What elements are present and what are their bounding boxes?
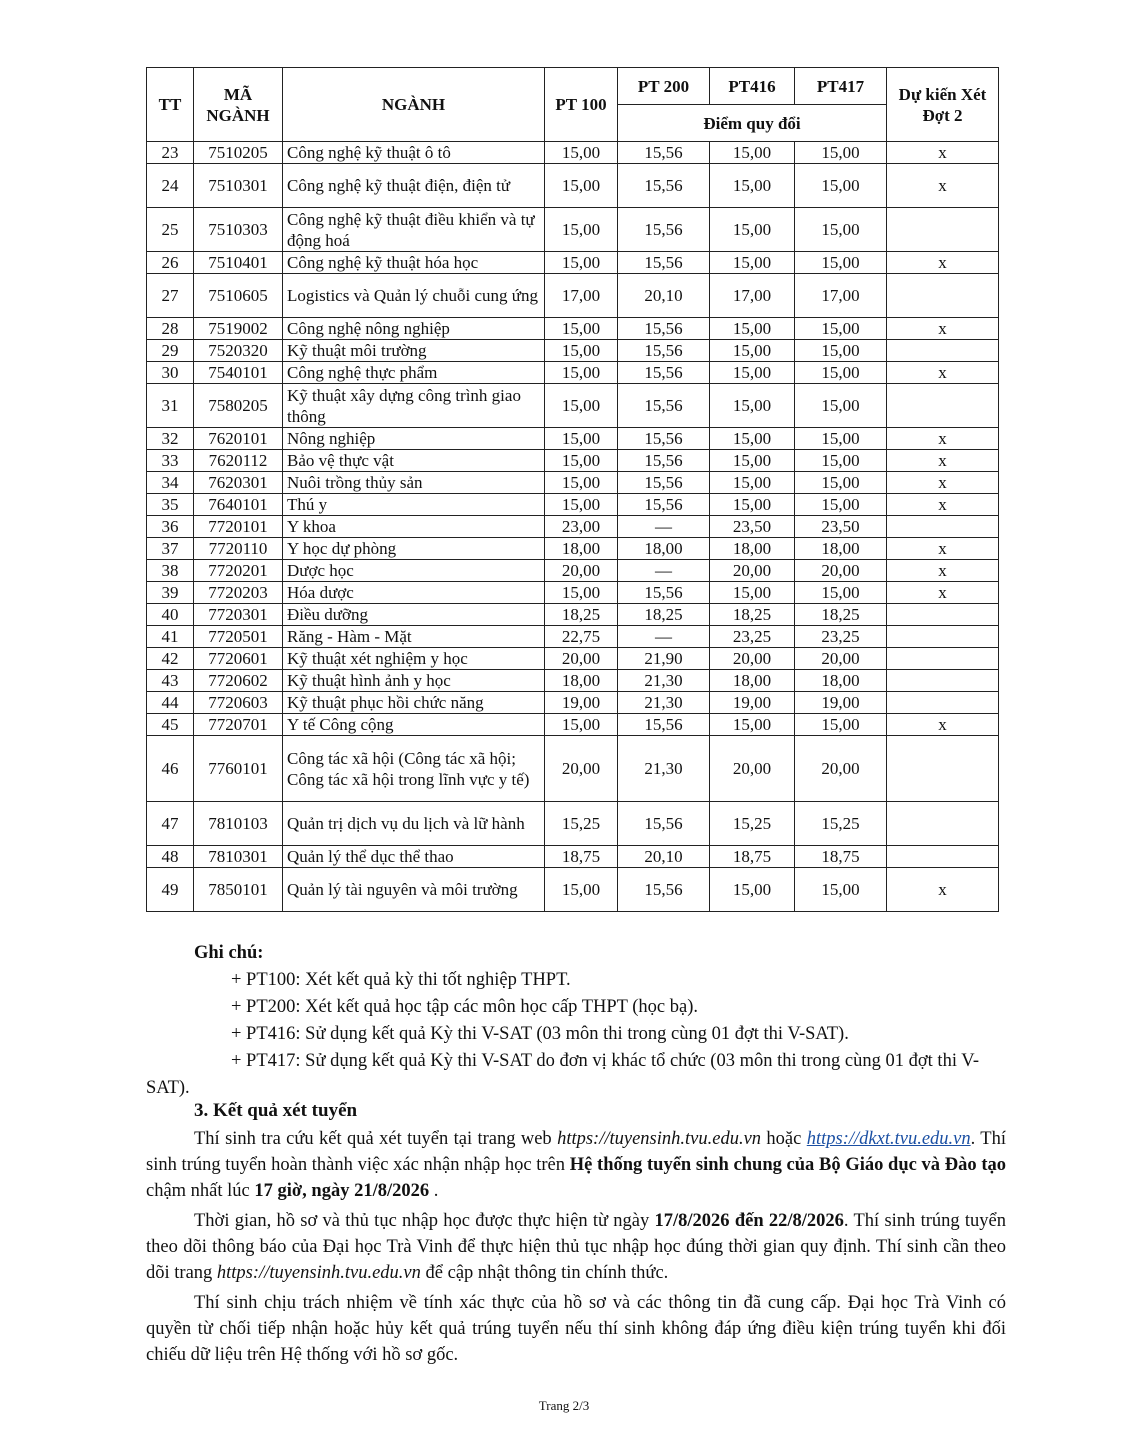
cell-tt: 29 [147,340,194,362]
cell-du-kien [887,274,999,318]
header-du-kien-xet-dot-2: Dự kiến Xét Đợt 2 [887,68,999,142]
cell-pt200: 18,00 [618,538,710,560]
p2-text-2: . Thí sinh trúng tuyển theo dõi thông báo của Đại học Trà Vinh để thực hiện thủ tục nhập học đúng thời gian quy định. Thí sinh cần theo dõi trang [146,1211,1006,1283]
header-tt: TT [147,68,194,142]
cell-tt: 38 [147,560,194,582]
table-row [147,472,999,494]
cell-nganh: Quản trị dịch vụ du lịch và lữ hành [283,802,545,846]
cell-nganh: Dược học [283,560,545,582]
cell-nganh: Công nghệ kỹ thuật điều khiển và tự động hoá [283,208,545,252]
cell-pt416: 18,00 [710,538,795,560]
table-row [147,560,999,582]
cell-tt: 35 [147,494,194,516]
cell-nganh: Công nghệ nông nghiệp [283,318,545,340]
cell-pt416: 15,00 [710,362,795,384]
cell-pt100: 15,25 [545,802,618,846]
cell-pt100: 15,00 [545,142,618,164]
cell-pt100: 20,00 [545,736,618,802]
cell-pt100: 15,00 [545,318,618,340]
p1-text-4: chậm nhất lúc [146,1181,255,1201]
cell-pt200: 20,10 [618,274,710,318]
header-pt417: PT417 [795,68,887,105]
cell-pt416: 15,00 [710,582,795,604]
cell-nganh: Công tác xã hội (Công tác xã hội; Công tác xã hội trong lĩnh vực y tế) [283,736,545,802]
cell-pt417: 23,25 [795,626,887,648]
p2-bold-dates: 17/8/2026 đến 22/8/2026 [654,1211,844,1231]
cell-tt: 28 [147,318,194,340]
cell-du-kien: x [887,164,999,208]
cell-pt200: — [618,516,710,538]
cell-ma-nganh: 7720203 [194,582,283,604]
paragraph-responsibility: Thí sinh chịu trách nhiệm về tính xác thực của hồ sơ và các thông tin đã cung cấp. Đại học Trà Vinh có quyền từ chối tiếp nhận hoặc hủy kết quả trúng tuyển nếu thí sinh không đáp ứng điều kiện trúng tuyển khi đối chiếu dữ liệu trên Hệ thống với hồ sơ gốc. [146,1293,1006,1365]
table-row [147,846,999,868]
cell-du-kien: x [887,560,999,582]
cell-ma-nganh: 7519002 [194,318,283,340]
cell-nganh: Quản lý tài nguyên và môi trường [283,868,545,912]
p1-text-3: . Thí sinh trúng tuyển hoàn thành việc xác nhận nhập học trên [146,1129,1006,1175]
cell-pt416: 15,00 [710,318,795,340]
cell-nganh: Công nghệ kỹ thuật hóa học [283,252,545,274]
table-row [147,142,999,164]
cell-tt: 37 [147,538,194,560]
section-heading: 3. Kết quả xét tuyển [194,1100,358,1121]
cell-tt: 32 [147,428,194,450]
table-row [147,802,999,846]
cell-tt: 41 [147,626,194,648]
cell-pt200: 15,56 [618,494,710,516]
cell-ma-nganh: 7720110 [194,538,283,560]
cell-pt200: 15,56 [618,384,710,428]
cell-pt100: 15,00 [545,494,618,516]
table-row [147,648,999,670]
cell-ma-nganh: 7510301 [194,164,283,208]
cell-tt: 33 [147,450,194,472]
cell-du-kien [887,692,999,714]
cell-ma-nganh: 7810103 [194,802,283,846]
cell-pt200: 15,56 [618,340,710,362]
p1-text-2: hoặc [761,1129,807,1149]
cell-nganh: Bảo vệ thực vật [283,450,545,472]
cell-du-kien: x [887,714,999,736]
cell-pt417: 15,25 [795,802,887,846]
header-diem-quy-doi: Điểm quy đổi [618,105,887,142]
cell-pt417: 15,00 [795,428,887,450]
table-row [147,538,999,560]
cell-pt100: 15,00 [545,428,618,450]
cell-du-kien: x [887,868,999,912]
cell-pt417: 18,00 [795,670,887,692]
cell-pt417: 19,00 [795,692,887,714]
cell-tt: 27 [147,274,194,318]
cell-du-kien: x [887,472,999,494]
table-row [147,164,999,208]
cell-du-kien: x [887,428,999,450]
cell-pt417: 15,00 [795,208,887,252]
cell-pt416: 23,50 [710,516,795,538]
table-row [147,208,999,252]
cell-pt100: 15,00 [545,208,618,252]
cell-tt: 44 [147,692,194,714]
cell-du-kien [887,516,999,538]
p1-bold-system: Hệ thống tuyển sinh chung của Bộ Giáo dục và Đào tạo [569,1155,1006,1175]
cell-du-kien: x [887,142,999,164]
cell-ma-nganh: 7620101 [194,428,283,450]
table-row [147,340,999,362]
cell-pt100: 22,75 [545,626,618,648]
table-row [147,318,999,340]
cell-pt100: 17,00 [545,274,618,318]
cell-du-kien [887,736,999,802]
cell-pt417: 23,50 [795,516,887,538]
link-tuyensinh-2[interactable]: https://tuyensinh.tvu.edu.vn [216,1263,421,1283]
cell-ma-nganh: 7850101 [194,868,283,912]
cell-pt100: 15,00 [545,714,618,736]
cell-pt200: 21,90 [618,648,710,670]
cell-ma-nganh: 7720701 [194,714,283,736]
table-row [147,582,999,604]
cell-pt416: 15,00 [710,428,795,450]
cell-ma-nganh: 7640101 [194,494,283,516]
cell-ma-nganh: 7510605 [194,274,283,318]
cell-tt: 36 [147,516,194,538]
cell-du-kien [887,670,999,692]
cell-ma-nganh: 7720602 [194,670,283,692]
cell-pt100: 18,00 [545,538,618,560]
cell-tt: 31 [147,384,194,428]
cell-pt416: 23,25 [710,626,795,648]
cell-pt200: 21,30 [618,736,710,802]
table-row [147,274,999,318]
cell-ma-nganh: 7510303 [194,208,283,252]
cell-du-kien: x [887,538,999,560]
cell-du-kien [887,846,999,868]
cell-ma-nganh: 7720601 [194,648,283,670]
cell-pt200: 15,56 [618,450,710,472]
cell-pt100: 15,00 [545,472,618,494]
cell-tt: 30 [147,362,194,384]
cell-pt416: 17,00 [710,274,795,318]
cell-nganh: Nông nghiệp [283,428,545,450]
cell-pt417: 15,00 [795,472,887,494]
cell-tt: 39 [147,582,194,604]
cell-pt416: 15,00 [710,164,795,208]
cell-pt200: 15,56 [618,318,710,340]
cell-pt416: 15,00 [710,252,795,274]
cell-pt416: 19,00 [710,692,795,714]
cell-du-kien: x [887,582,999,604]
cell-ma-nganh: 7720201 [194,560,283,582]
cell-ma-nganh: 7510205 [194,142,283,164]
p1-text-5: . [429,1181,439,1201]
cell-ma-nganh: 7510401 [194,252,283,274]
cell-ma-nganh: 7620301 [194,472,283,494]
paragraph-enrollment [146,1208,1006,1286]
cell-pt200: 21,30 [618,670,710,692]
p2-text-3: để cập nhật thông tin chính thức. [420,1263,669,1283]
cell-pt100: 15,00 [545,582,618,604]
cell-ma-nganh: 7810301 [194,846,283,868]
cell-pt100: 15,00 [545,340,618,362]
cell-nganh: Y tế Công cộng [283,714,545,736]
cell-nganh: Công nghệ kỹ thuật ô tô [283,142,545,164]
table-row [147,384,999,428]
cell-pt416: 15,00 [710,868,795,912]
cell-pt416: 15,00 [710,450,795,472]
cell-tt: 25 [147,208,194,252]
cell-tt: 46 [147,736,194,802]
cell-pt416: 15,00 [710,208,795,252]
cell-pt200: 15,56 [618,362,710,384]
cell-nganh: Kỹ thuật hình ảnh y học [283,670,545,692]
cell-ma-nganh: 7580205 [194,384,283,428]
header-nganh: NGÀNH [283,68,545,142]
cell-nganh: Logistics và Quản lý chuỗi cung ứng [283,274,545,318]
cell-nganh: Điều dưỡng [283,604,545,626]
cell-pt416: 15,00 [710,384,795,428]
cell-pt417: 15,00 [795,164,887,208]
cell-nganh: Kỹ thuật phục hồi chức năng [283,692,545,714]
page-number: Trang 2/3 [538,1398,590,1413]
cell-pt416: 18,00 [710,670,795,692]
table-body [147,142,999,912]
cell-pt200: 18,25 [618,604,710,626]
table-row [147,626,999,648]
cell-du-kien [887,340,999,362]
cell-tt: 26 [147,252,194,274]
cell-nganh: Y học dự phòng [283,538,545,560]
table-row [147,604,999,626]
cell-du-kien [887,802,999,846]
cell-pt416: 15,00 [710,142,795,164]
notes-title: Ghi chú: [194,943,264,963]
paragraph-lookup [146,1126,1006,1204]
cell-du-kien: x [887,252,999,274]
cell-ma-nganh: 7720101 [194,516,283,538]
cell-pt417: 15,00 [795,318,887,340]
cell-pt100: 18,25 [545,604,618,626]
cell-nganh: Thú y [283,494,545,516]
note-item-pt416: + PT416: Sử dụng kết quả Kỳ thi V-SAT (03 môn thi trong cùng 01 đợt thi V-SAT). [231,1024,849,1044]
cell-du-kien [887,384,999,428]
cell-pt417: 15,00 [795,494,887,516]
cell-pt417: 20,00 [795,648,887,670]
cell-tt: 45 [147,714,194,736]
cell-pt200: 15,56 [618,252,710,274]
cell-pt100: 20,00 [545,560,618,582]
cell-pt100: 15,00 [545,868,618,912]
cell-nganh: Kỹ thuật xây dựng công trình giao thông [283,384,545,428]
p1-bold-deadline: 17 giờ, ngày 21/8/2026 [254,1181,430,1201]
results-section [146,1098,1006,1372]
cell-pt416: 15,00 [710,340,795,362]
cell-tt: 43 [147,670,194,692]
cell-nganh: Công nghệ thực phẩm [283,362,545,384]
cell-pt200: 15,56 [618,428,710,450]
notes-section [146,940,1006,1102]
cell-pt200: 15,56 [618,208,710,252]
cell-nganh: Quản lý thể dục thể thao [283,846,545,868]
table-header [147,68,999,142]
cell-pt416: 15,00 [710,714,795,736]
cell-tt: 42 [147,648,194,670]
cell-ma-nganh: 7760101 [194,736,283,802]
cell-nganh: Công nghệ kỹ thuật điện, điện tử [283,164,545,208]
cell-pt100: 19,00 [545,692,618,714]
cell-nganh: Kỹ thuật môi trường [283,340,545,362]
cell-du-kien [887,604,999,626]
cell-pt417: 15,00 [795,384,887,428]
cell-du-kien: x [887,450,999,472]
table-row [147,494,999,516]
header-pt100: PT 100 [545,68,618,142]
cell-pt200: 15,56 [618,472,710,494]
cell-nganh: Hóa dược [283,582,545,604]
cell-pt200: 21,30 [618,692,710,714]
cell-tt: 40 [147,604,194,626]
cell-pt416: 15,00 [710,472,795,494]
cell-pt200: 15,56 [618,868,710,912]
cell-nganh: Y khoa [283,516,545,538]
cell-ma-nganh: 7520320 [194,340,283,362]
cell-pt416: 20,00 [710,560,795,582]
cell-pt100: 15,00 [545,450,618,472]
cell-pt200: 15,56 [618,802,710,846]
cell-pt200: 20,10 [618,846,710,868]
cell-tt: 23 [147,142,194,164]
cell-tt: 49 [147,868,194,912]
cell-du-kien [887,648,999,670]
cell-pt200: — [618,560,710,582]
cell-pt200: 15,56 [618,164,710,208]
cell-pt417: 15,00 [795,340,887,362]
table-row [147,692,999,714]
cell-pt100: 23,00 [545,516,618,538]
link-tuyensinh[interactable]: https://tuyensinh.tvu.edu.vn [557,1129,762,1149]
table-row [147,516,999,538]
cell-pt417: 20,00 [795,736,887,802]
cell-tt: 47 [147,802,194,846]
cell-pt416: 15,25 [710,802,795,846]
cell-pt200: — [618,626,710,648]
note-item-pt417: + PT417: Sử dụng kết quả Kỳ thi V-SAT do đơn vị khác tổ chức (03 môn thi trong cùng 01 đợt thi V-SAT). [146,1051,980,1098]
admission-scores-table [146,67,999,912]
cell-pt200: 15,56 [618,714,710,736]
cell-tt: 48 [147,846,194,868]
cell-pt417: 18,00 [795,538,887,560]
cell-pt417: 20,00 [795,560,887,582]
cell-du-kien [887,626,999,648]
cell-pt100: 20,00 [545,648,618,670]
cell-pt417: 15,00 [795,714,887,736]
cell-pt416: 20,00 [710,736,795,802]
header-pt200: PT 200 [618,68,710,105]
cell-pt100: 18,00 [545,670,618,692]
cell-nganh: Răng - Hàm - Mặt [283,626,545,648]
link-dkxt[interactable]: https://dkxt.tvu.edu.vn [806,1129,971,1149]
cell-du-kien: x [887,494,999,516]
cell-pt417: 17,00 [795,274,887,318]
table-row [147,362,999,384]
table-row [147,714,999,736]
cell-nganh: Kỹ thuật xét nghiệm y học [283,648,545,670]
header-ma-nganh: MÃ NGÀNH [194,68,283,142]
cell-ma-nganh: 7720301 [194,604,283,626]
cell-ma-nganh: 7720501 [194,626,283,648]
cell-pt200: 15,56 [618,582,710,604]
cell-pt417: 18,25 [795,604,887,626]
cell-pt416: 18,25 [710,604,795,626]
cell-pt100: 15,00 [545,164,618,208]
cell-pt100: 15,00 [545,362,618,384]
cell-ma-nganh: 7620112 [194,450,283,472]
cell-nganh: Nuôi trồng thủy sản [283,472,545,494]
table-row [147,252,999,274]
p2-text-1: Thời gian, hồ sơ và thủ tục nhập học được thực hiện từ ngày [194,1211,655,1231]
cell-pt100: 18,75 [545,846,618,868]
table-row [147,868,999,912]
cell-tt: 24 [147,164,194,208]
table-row [147,670,999,692]
cell-pt100: 15,00 [545,384,618,428]
cell-ma-nganh: 7720603 [194,692,283,714]
cell-du-kien: x [887,362,999,384]
cell-pt417: 15,00 [795,252,887,274]
note-item-pt200: + PT200: Xét kết quả học tập các môn học cấp THPT (học bạ). [231,997,698,1017]
cell-pt200: 15,56 [618,142,710,164]
note-item-pt100: + PT100: Xét kết quả kỳ thi tốt nghiệp THPT. [231,970,571,990]
cell-du-kien [887,208,999,252]
cell-pt100: 15,00 [545,252,618,274]
cell-tt: 34 [147,472,194,494]
p1-text-1: Thí sinh tra cứu kết quả xét tuyển tại trang web [194,1129,558,1149]
cell-pt417: 15,00 [795,582,887,604]
cell-pt417: 15,00 [795,142,887,164]
cell-pt417: 15,00 [795,868,887,912]
cell-pt416: 18,75 [710,846,795,868]
cell-pt416: 20,00 [710,648,795,670]
table-row [147,736,999,802]
cell-pt417: 15,00 [795,362,887,384]
cell-pt417: 15,00 [795,450,887,472]
table-row [147,428,999,450]
header-pt416: PT416 [710,68,795,105]
cell-ma-nganh: 7540101 [194,362,283,384]
table-row [147,450,999,472]
cell-pt417: 18,75 [795,846,887,868]
cell-du-kien: x [887,318,999,340]
cell-pt416: 15,00 [710,494,795,516]
